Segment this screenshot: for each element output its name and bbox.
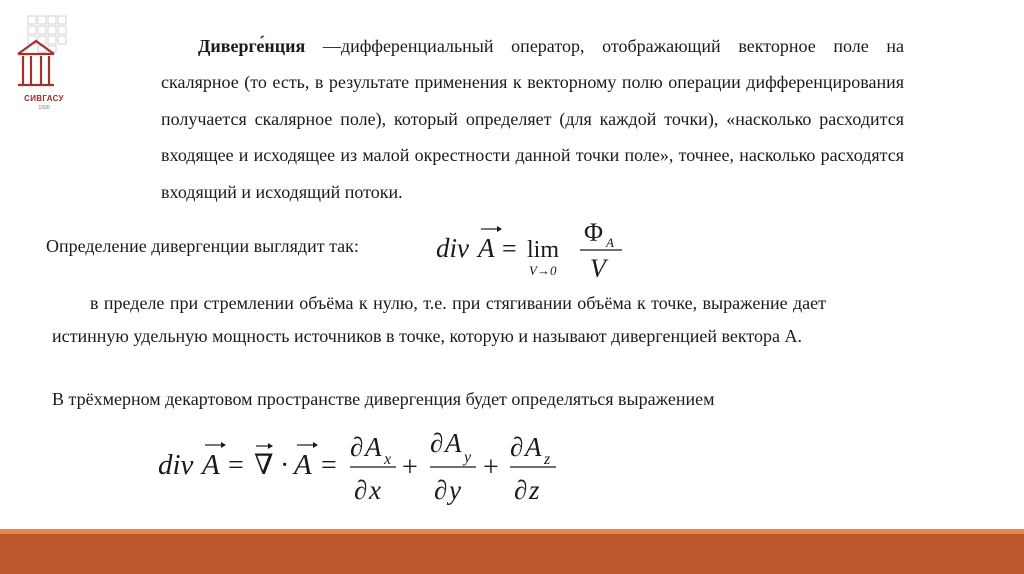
university-logo — [12, 12, 76, 120]
denominator-partial-1: ∂ — [354, 475, 368, 505]
formula1-equals: = — [502, 234, 517, 263]
numerator-a-3: A — [525, 432, 542, 462]
logo-brand-text: CИBГАСУ — [24, 94, 64, 103]
formula1-div: div — [436, 233, 469, 263]
denominator-partial-3: ∂ — [514, 475, 528, 505]
partial-1: ∂ — [350, 432, 364, 462]
nabla-symbol: ∇ — [254, 450, 274, 481]
numerator-a-1: A — [365, 432, 382, 462]
numerator-sub-z: z — [544, 451, 551, 468]
formula1-lim: lim — [527, 237, 560, 263]
divergence-definition-paragraph — [161, 28, 904, 210]
formula1-vector-a: A — [478, 233, 495, 263]
formula1-numerator: Φ — [584, 218, 604, 247]
formula2-equals-1: = — [228, 450, 244, 481]
partial-3: ∂ — [510, 432, 524, 462]
formula2-vector-a: A — [202, 449, 220, 481]
dot-operator: · — [280, 450, 290, 481]
formula1-lim-sub: V→0 — [529, 263, 557, 278]
formula1-numerator-sub: A — [606, 235, 614, 250]
formula2-div: div — [158, 449, 194, 481]
formula1-denominator: V — [590, 254, 606, 283]
cartesian-intro-line: В трёхмерном декартовом пространстве дивергенция будет определяться выражением — [52, 389, 715, 409]
vector-arrow-icon — [481, 226, 502, 232]
denominator-y: y — [449, 475, 461, 505]
numerator-sub-x: x — [384, 451, 392, 468]
building-icon — [16, 38, 56, 88]
numerator-a-2: A — [445, 428, 462, 458]
denominator-z: z — [529, 475, 540, 505]
logo-year-text: 1930 — [38, 105, 50, 111]
partial-2: ∂ — [430, 428, 444, 458]
cartesian-divergence-formula — [158, 422, 578, 514]
vector-arrow-icon — [205, 442, 226, 448]
formula2-equals-2: = — [321, 450, 337, 481]
vector-arrow-icon — [297, 442, 318, 448]
divergence-term: Диверге́нция — [198, 36, 306, 56]
divergence-limit-formula — [436, 213, 636, 285]
divergence-description: —дифференциальный оператор, отображающий векторное поле на скалярное (то есть, в результате применения к векторному полю операции дифференцирования получается скалярное поле), который определяет (для каждой точки), «насколько расходится входящее и исходящее из малой окрестности данной точки поле», точнее, насколько расходятся входящий и исходящий потоки. — [161, 36, 904, 202]
plus-1: + — [402, 452, 418, 483]
footer-bar — [0, 534, 1024, 574]
numerator-sub-y: y — [464, 449, 472, 466]
denominator-x: x — [369, 475, 381, 505]
limit-explanation-paragraph: в пределе при стремлении объёма к нулю, т.е. при стягивании объёма к точке, выражение дает истинную удельную мощность источников в точке, которую и называют дивергенцией вектора А. — [52, 293, 826, 346]
formula2-vector-a-2: A — [294, 449, 312, 481]
plus-2: + — [483, 452, 499, 483]
denominator-partial-2: ∂ — [434, 475, 448, 505]
definition-label: Определение дивергенции выглядит так: — [46, 236, 359, 256]
nabla-vector-arrow-icon — [256, 443, 273, 449]
